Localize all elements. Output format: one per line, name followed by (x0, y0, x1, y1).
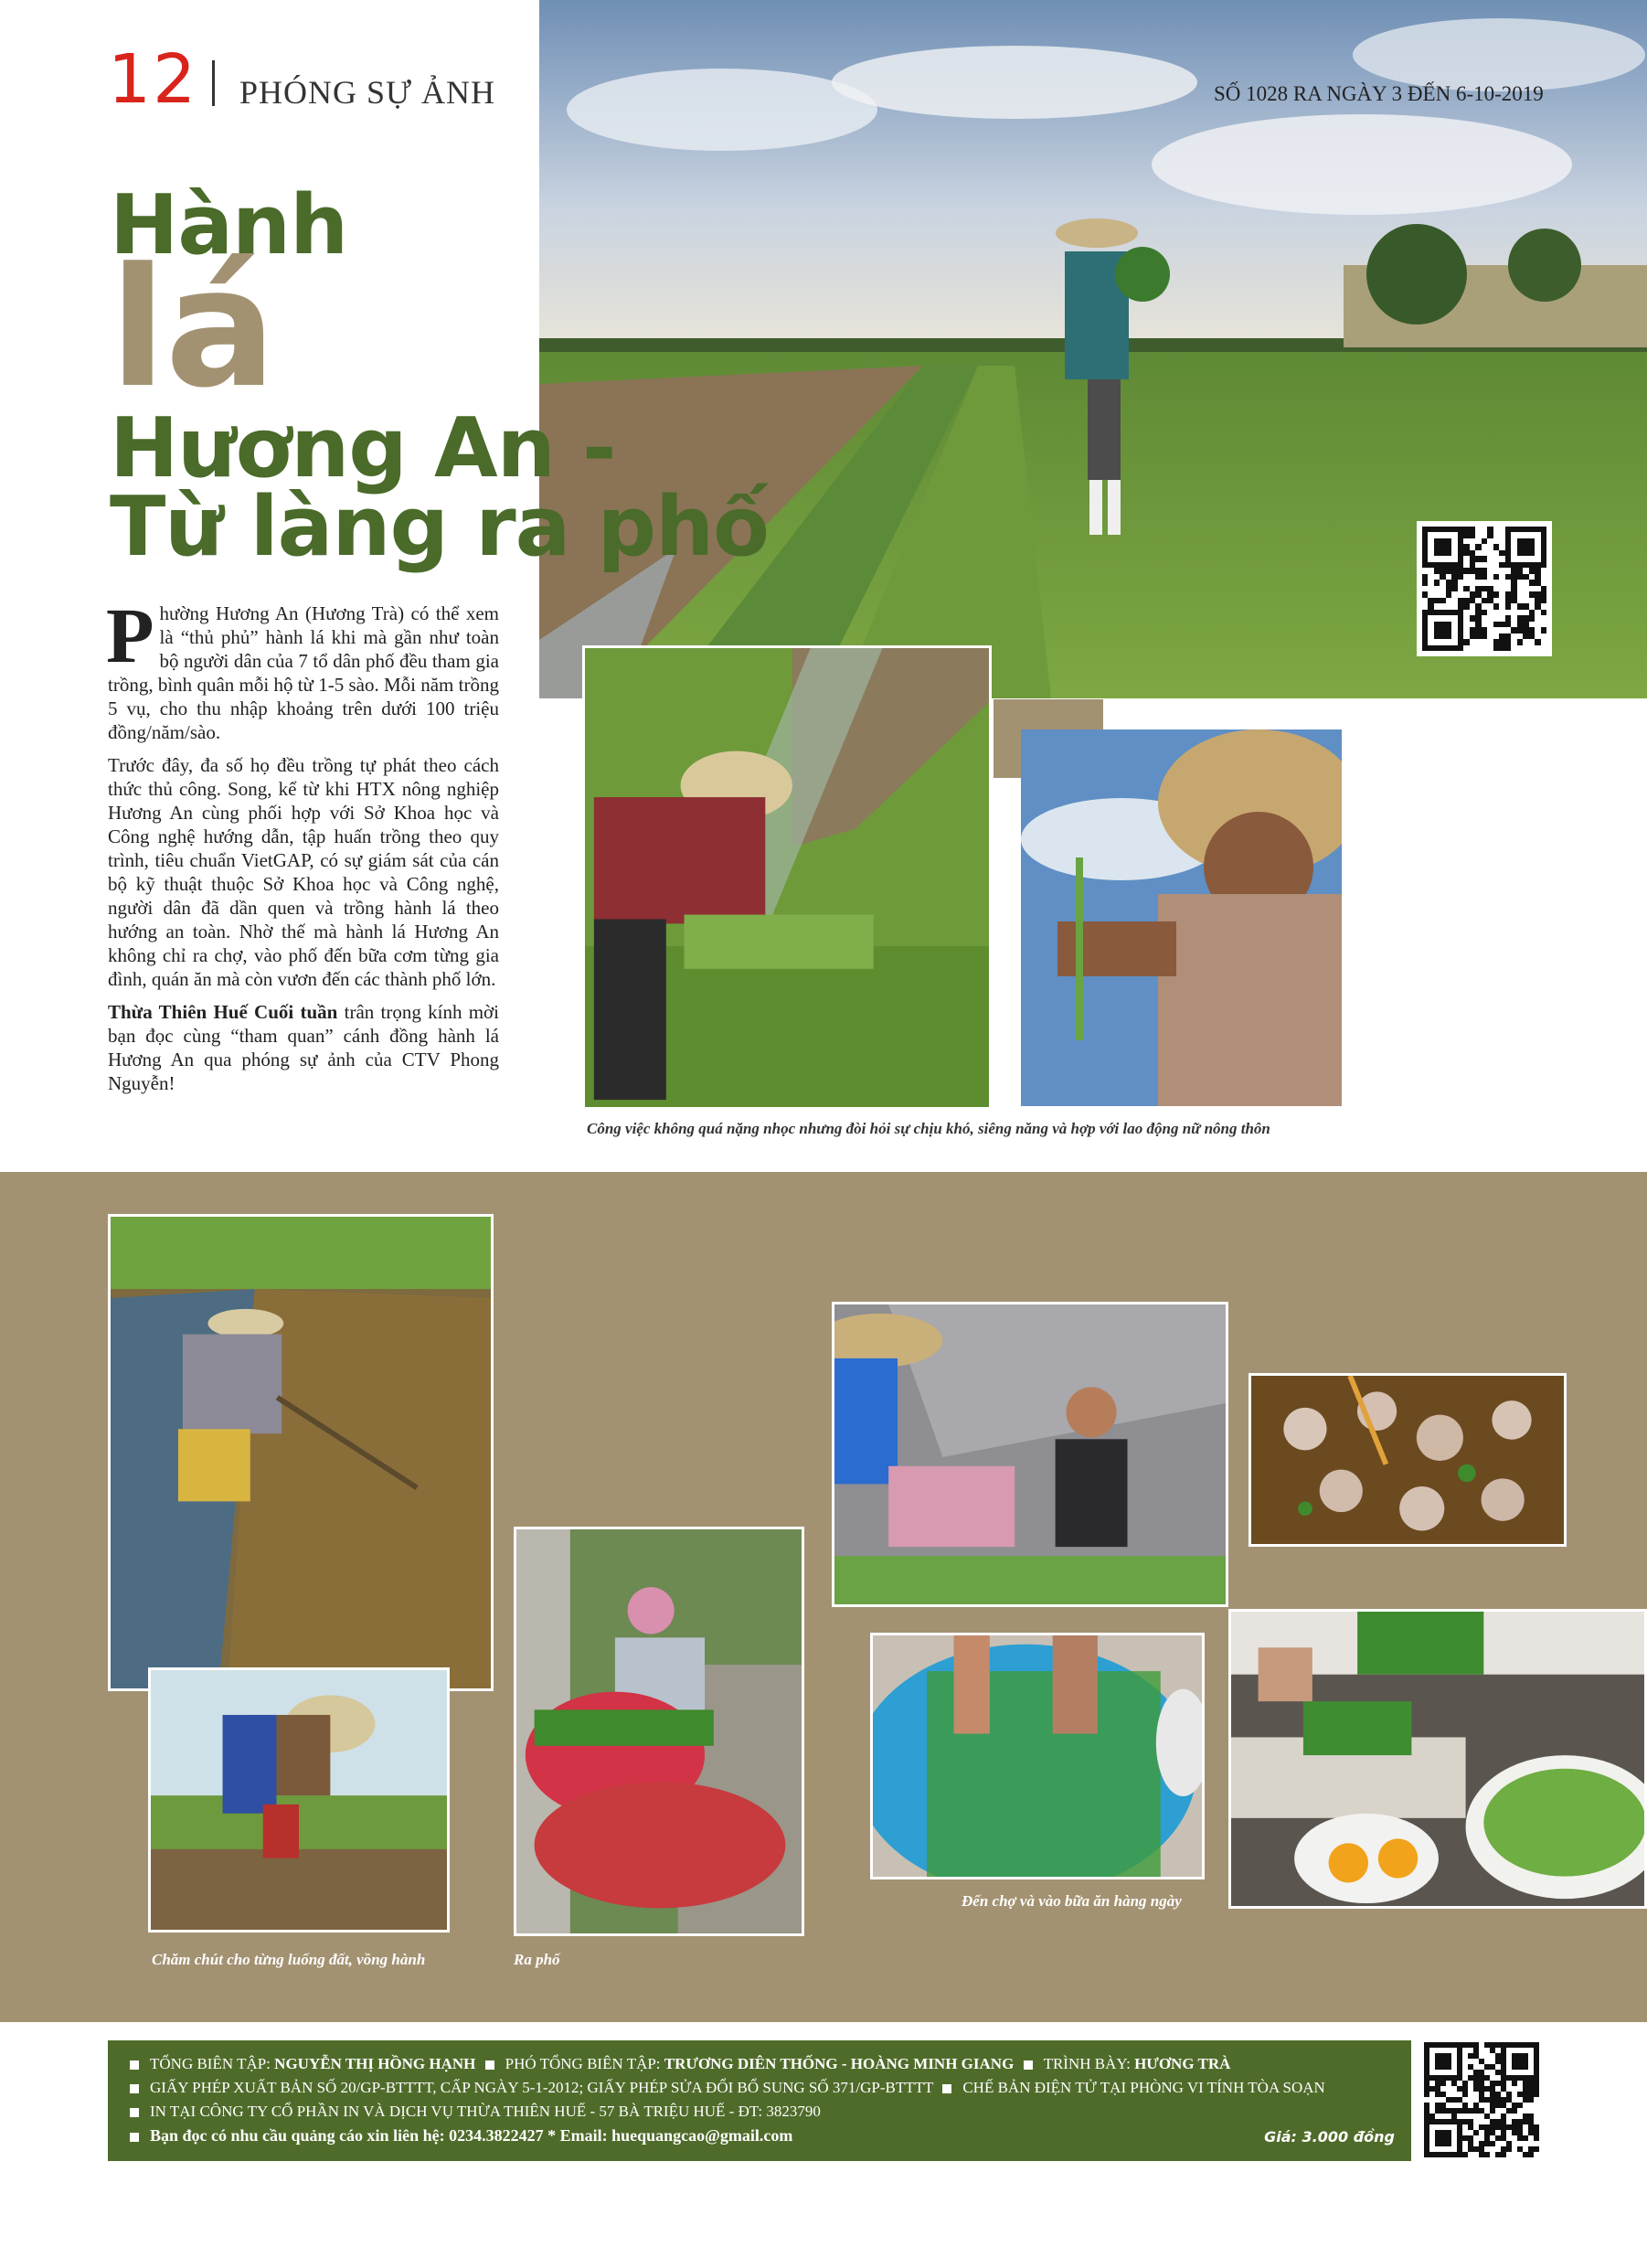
title-line-4: Từ làng ra phố (110, 479, 769, 575)
photo-dumplings (1249, 1373, 1567, 1547)
article-body (106, 591, 499, 1104)
header-separator (212, 60, 215, 106)
price-label: Giá: 3.000 đồng (1264, 2128, 1395, 2146)
qr-code-top (1417, 521, 1552, 656)
caption-street: Ra phố (514, 1951, 560, 1968)
footer-line-2: GIẤY PHÉP XUẤT BẢN SỐ 20/GP-BTTTT, CẤP NGÀY 5-1-2012; GIẤY PHÉP SỬA ĐỔI BỔ SUNG SỐ 371/GP-BTTTT CHẾ BẢN ĐIỆN TỬ TẠI PHÒNG VI TÍNH TÒA SOẠN (130, 2079, 1325, 2097)
title-line-2: lá (110, 233, 276, 424)
title-line-1: Hành (110, 177, 348, 273)
footer-line-3: IN TẠI CÔNG TY CỔ PHẦN IN VÀ DỊCH VỤ THỪA THIÊN HUẾ - 57 BÀ TRIỆU HUẾ - ĐT: 3823790 (130, 2103, 821, 2121)
qr-grid-top (1422, 527, 1546, 651)
photo-planting (148, 1667, 450, 1933)
title-line-3: Hương An - (110, 400, 616, 496)
publication-name: Thừa Thiên Huế Cuối tuần (108, 1001, 338, 1023)
section-label: PHÓNG SỰ ẢNH (239, 74, 495, 111)
photo-hoeing (108, 1214, 494, 1691)
photo-elderly-woman (1021, 729, 1342, 1106)
issue-info: SỐ 1028 RA NGÀY 3 ĐẾN 6-10-2019 (1214, 82, 1544, 105)
qr-code-footer (1419, 2037, 1545, 2163)
photo-motorbike (514, 1527, 804, 1936)
footer-line-4: Bạn đọc có nhu cầu quảng cáo xin liên hệ: 0234.3822427 * Email: huequangcao@gmail.com (130, 2126, 792, 2146)
article-paragraph-1: Phường Hương An (Hương Trà) có thể xem là “thủ phủ” hành lá khi mà gần như toàn bộ người dân của 7 tổ dân phố đều tham gia trồng, bình quân mỗi hộ từ 1-5 sào. Mỗi năm trồng 5 vụ, cho thu nhập khoảng trên dưới 100 triệu đồng/năm/sào. (106, 591, 499, 743)
article-paragraph-3: Thừa Thiên Huế Cuối tuần trân trọng kính mời bạn đọc cùng “tham quan” cánh đồng hành lá Hương An qua phóng sự ảnh của CTV Phong Nguyễn! (108, 1001, 499, 1094)
photo-washing-onions (870, 1633, 1205, 1879)
qr-grid-footer (1424, 2042, 1539, 2157)
caption-market: Đến chợ và vào bữa ăn hàng ngày (962, 1892, 1182, 1910)
footer-masthead (108, 2040, 1411, 2161)
photo-cooking (1228, 1609, 1647, 1909)
article-paragraph-2: Trước đây, đa số họ đều trồng tự phát theo cách thức thủ công. Song, kể từ khi HTX nông nghiệp Hương An cùng phối hợp với Sở Khoa học và Công nghệ hướng dẫn, tập huấn trồng theo quy trình, tiêu chuẩn VietGAP, có sự giám sát của cán bộ kỹ thuật thuộc Sở Khoa học và Công nghệ, người dân đã dần quen và trồng hành lá theo hướng an toàn. Nhờ thế mà hành lá Hương An không chỉ ra chợ, vào phố đến bữa cơm từng gia đình, quán ăn mà còn vươn đến các thành phố lớn. (108, 754, 499, 990)
drop-cap: P (106, 591, 154, 679)
caption-top: Công việc không quá nặng nhọc nhưng đòi hỏi sự chịu khó, siêng năng và hợp với lao động nữ nông thôn (587, 1120, 1270, 1137)
page-number: 12 (108, 40, 198, 119)
photo-woman-harvesting (582, 645, 992, 1110)
photo-market (832, 1302, 1228, 1607)
caption-care: Chăm chút cho từng luống đất, vồng hành (152, 1951, 426, 1968)
footer-line-1: TỔNG BIÊN TẬP: NGUYỄN THỊ HỒNG HẠNH PHÓ TỔNG BIÊN TẬP: TRƯƠNG DIÊN THỐNG - HOÀNG MINH GIANG TRÌNH BÀY: HƯƠNG TRÀ (130, 2055, 1230, 2073)
